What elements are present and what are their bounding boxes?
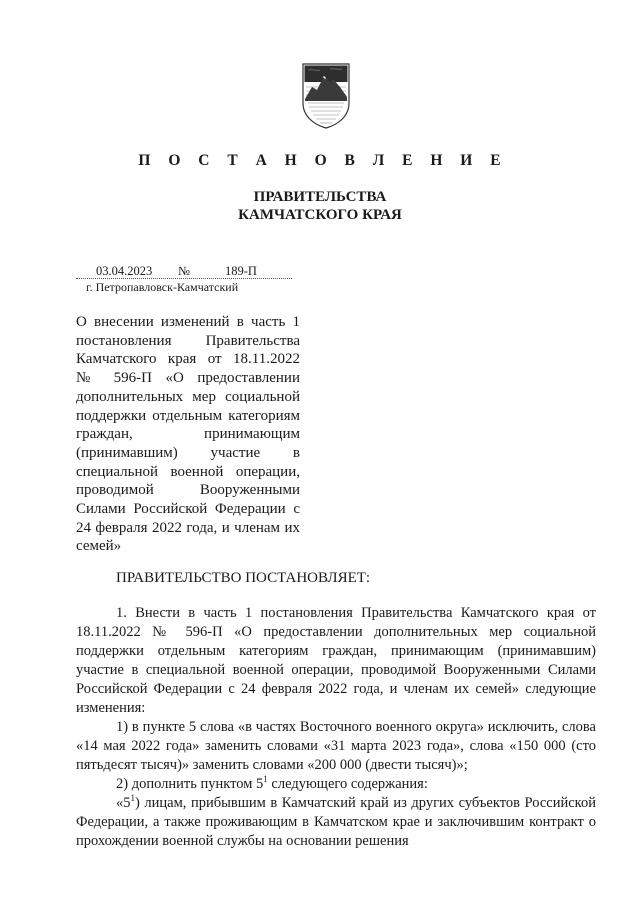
- document-subject: [76, 313, 300, 556]
- city-name: г. Петропавловск-Камчатский: [86, 280, 239, 294]
- subject-line: О внесении изменений в часть 1: [76, 314, 300, 330]
- paragraph-4: [76, 794, 596, 851]
- document-number: 189-П: [225, 264, 257, 278]
- document-body: [76, 604, 596, 851]
- paragraph-1: 1. Внести в часть 1 постановления Правительства Камчатского края от 18.11.2022 № 596-П «О предоставлении дополнительных мер социальной поддержки отдельным категориям граждан, принимающим (принимавшим) участие в специальной военной операции, проводимой Вооруженными Силами Российской Федерации с 24 февраля 2022 года, и членам их семей» следующие изменения:: [76, 605, 596, 716]
- document-type-title: П О С Т А Н О В Л Е Н И Е: [138, 152, 508, 169]
- subject-line: № 596-П «О предоставлении: [76, 370, 300, 387]
- subject-line: 24 февраля 2022 года, и членам их: [76, 519, 300, 536]
- subject-line: постановления Правительства: [76, 332, 300, 349]
- subject-line: граждан, принимающим: [76, 426, 300, 443]
- paragraph-3-end: следующего содержания:: [267, 776, 428, 792]
- decree-heading: ПРАВИТЕЛЬСТВО ПОСТАНОВЛЯЕТ:: [116, 570, 371, 586]
- document-date: 03.04.2023: [96, 264, 153, 278]
- paragraph-4-open: «5: [116, 795, 131, 811]
- superscript: 1: [130, 793, 135, 804]
- subject-line: семей»: [76, 538, 122, 555]
- subject-line: проводимой Вооруженными: [76, 482, 300, 499]
- subject-line: дополнительных мер социальной: [76, 388, 300, 405]
- authority-line-1: ПРАВИТЕЛЬСТВА: [253, 189, 387, 205]
- subject-line: Силами Российской Федерации с: [76, 501, 300, 518]
- coat-of-arms-icon: [302, 63, 350, 129]
- superscript: 1: [263, 774, 268, 785]
- paragraph-3-start: 2) дополнить пунктом 5: [116, 776, 264, 792]
- subject-line: Камчатского края от 18.11.2022: [76, 351, 300, 368]
- subject-line: (принимавшим) участие в: [76, 444, 300, 461]
- subject-line: специальной военной операции,: [76, 463, 300, 480]
- paragraph-4-text: ) лицам, прибывшим в Камчатский край из других субъектов Российской Федерации, а также проживающим в Камчатском крае и заключившим контракт о прохождении военной службы на основании решения: [76, 795, 596, 849]
- paragraph-3: [76, 775, 596, 794]
- authority-line-2: КАМЧАТСКОГО КРАЯ: [238, 207, 402, 223]
- subject-line: поддержки отдельным категориям: [76, 407, 300, 424]
- number-sign: №: [178, 264, 190, 278]
- paragraph-2: 1) в пункте 5 слова «в частях Восточного военного округа» исключить, слова «14 мая 2022 года» заменить словами «31 марта 2023 года», слова «150 000 (сто пятьдесят тысяч)» заменить словами «200 000 (двести тысяч)»;: [76, 719, 596, 773]
